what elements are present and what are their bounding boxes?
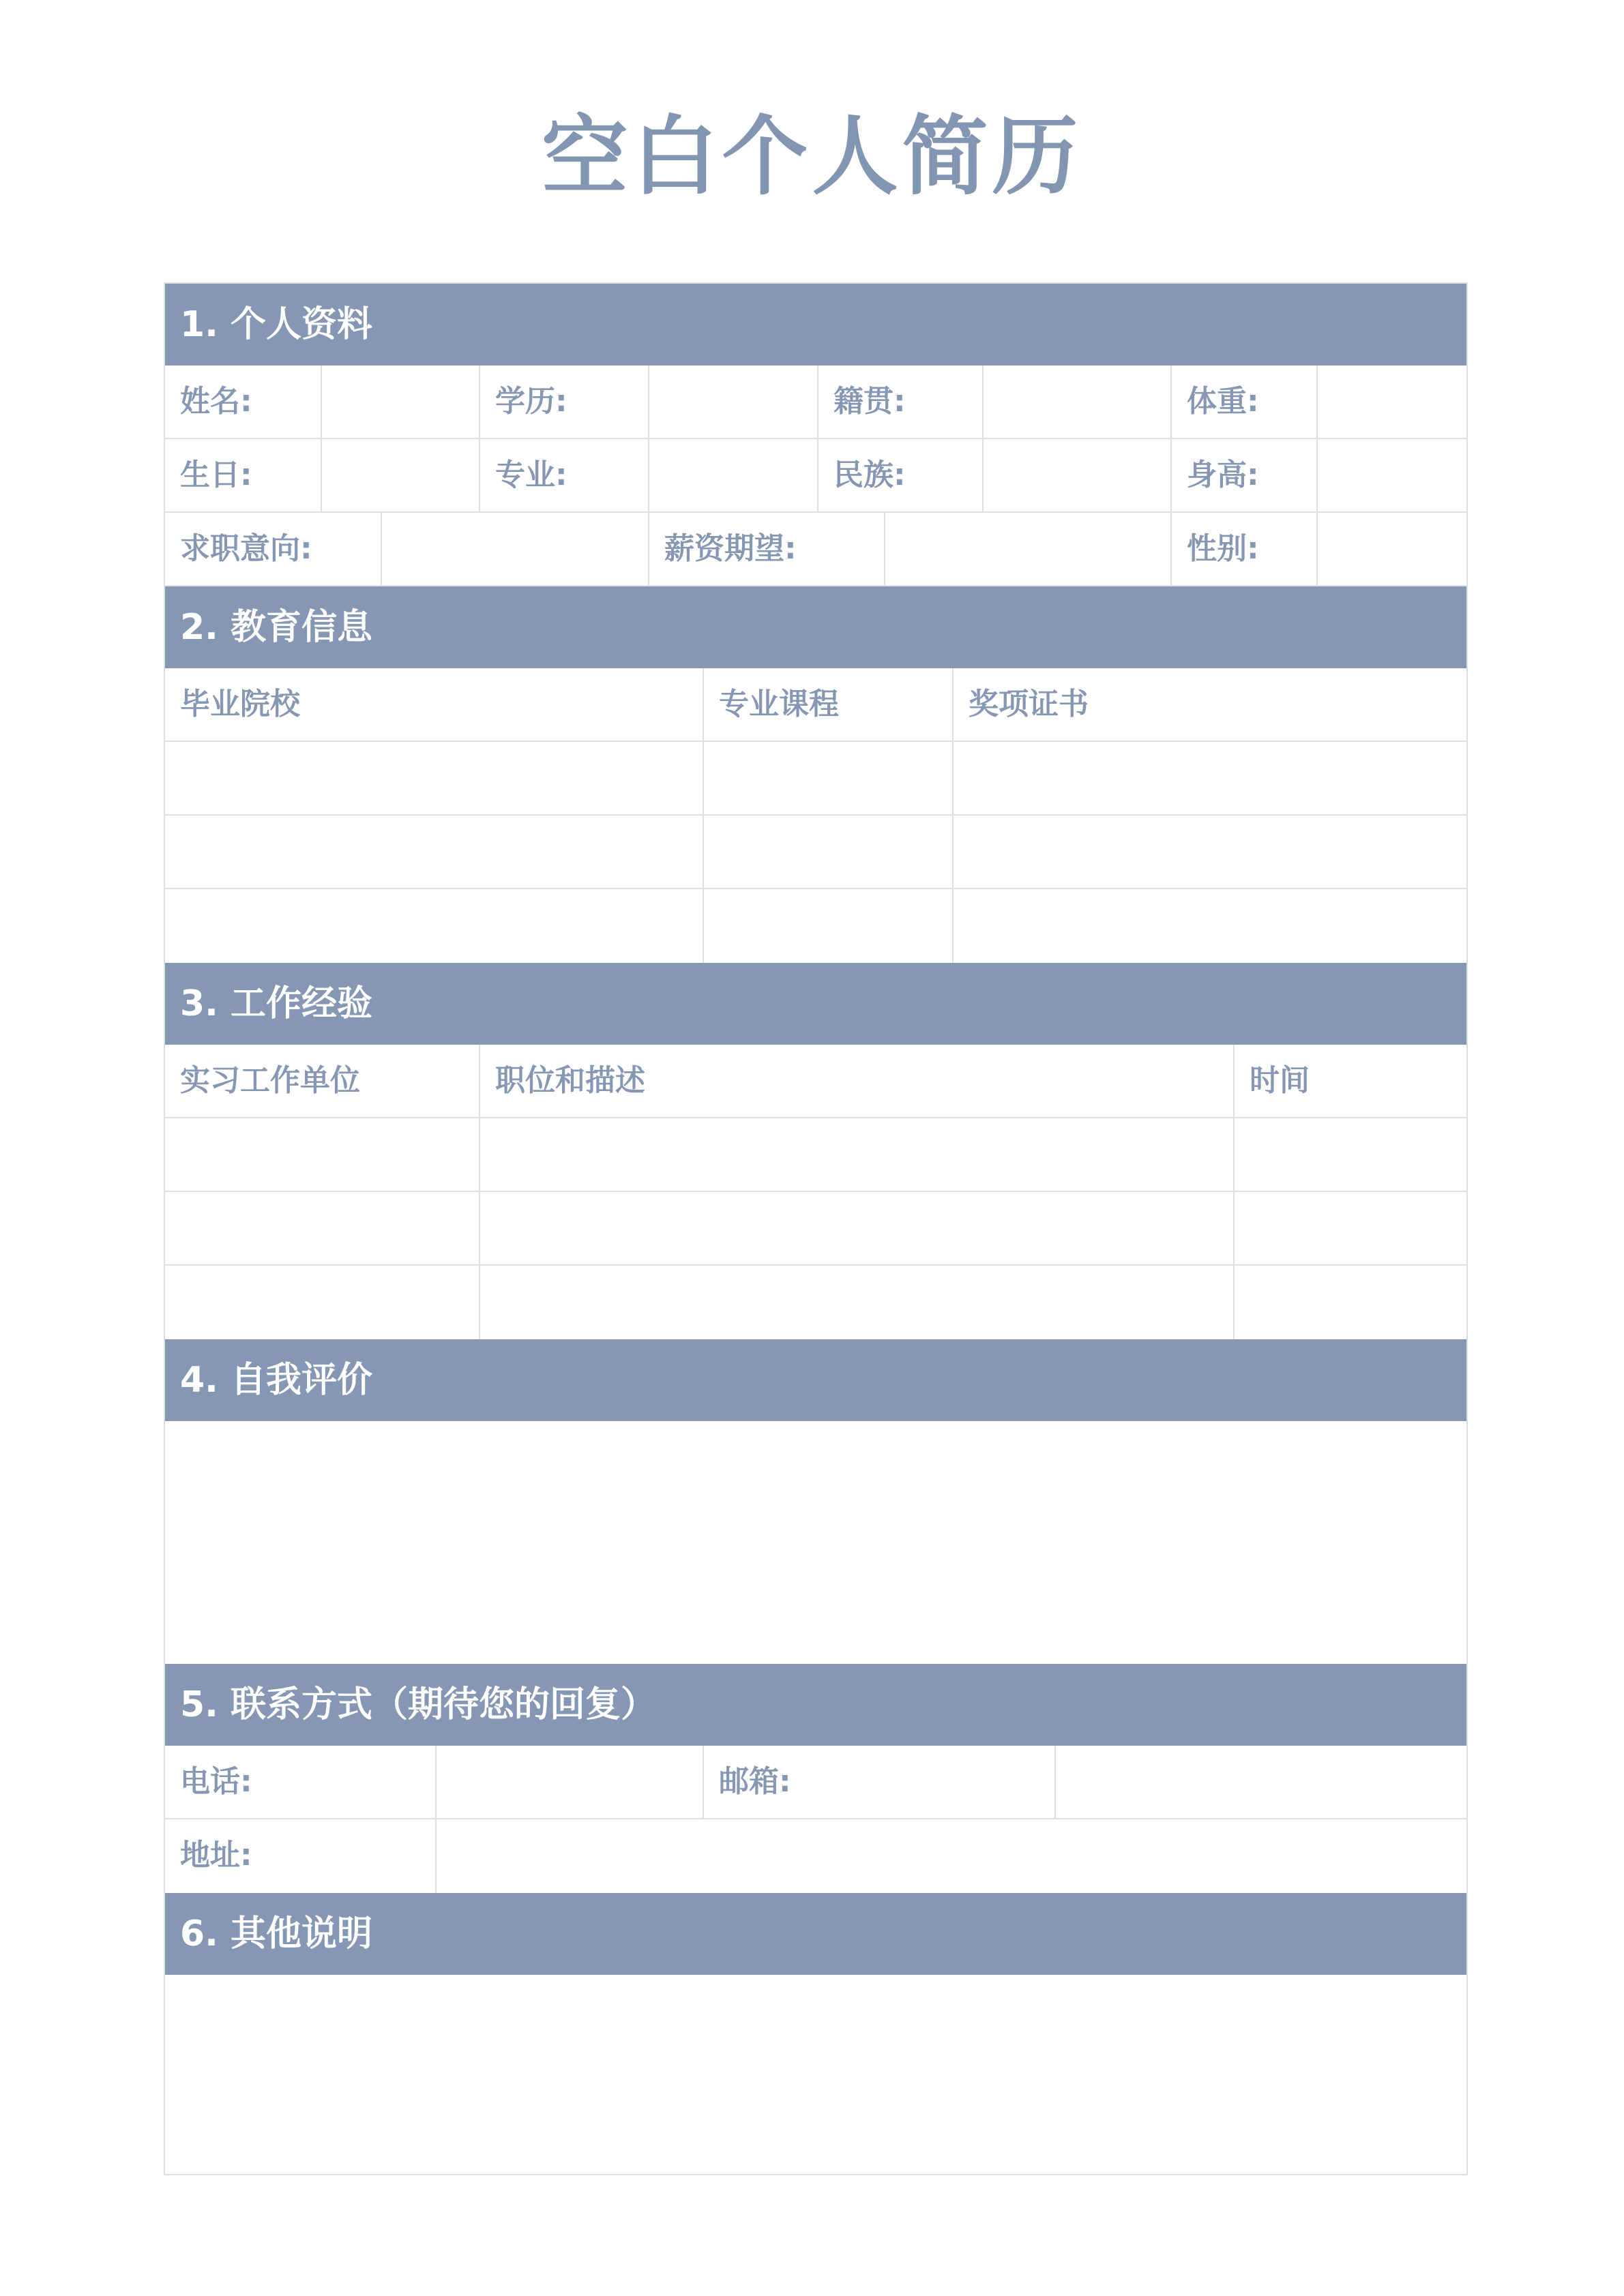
self-evaluation-field[interactable] bbox=[165, 1421, 1466, 1664]
ethnicity-label: 民族: bbox=[818, 439, 984, 511]
column-header: 专业课程 bbox=[704, 668, 954, 741]
employer-field[interactable] bbox=[165, 1192, 480, 1264]
height-label: 身高: bbox=[1172, 439, 1318, 511]
education-field[interactable] bbox=[649, 366, 818, 438]
personal-row-1 bbox=[165, 366, 1466, 439]
column-header: 实习工作单位 bbox=[165, 1045, 480, 1117]
section-heading-contact: 5. 联系方式（期待您的回复） bbox=[165, 1664, 1466, 1746]
education-label: 学历: bbox=[480, 366, 649, 438]
name-label: 姓名: bbox=[165, 366, 322, 438]
position-field[interactable] bbox=[480, 1192, 1235, 1264]
courses-field[interactable] bbox=[704, 816, 954, 888]
job-intention-field[interactable] bbox=[382, 513, 649, 585]
weight-label: 体重: bbox=[1172, 366, 1318, 438]
awards-field[interactable] bbox=[954, 742, 1466, 814]
position-field[interactable] bbox=[480, 1118, 1235, 1191]
column-header: 职位和描述 bbox=[480, 1045, 1235, 1117]
other-notes-field[interactable] bbox=[165, 1975, 1466, 2174]
table-row bbox=[165, 1118, 1466, 1192]
school-field[interactable] bbox=[165, 742, 704, 814]
address-label: 地址: bbox=[165, 1819, 437, 1893]
personal-row-3 bbox=[165, 513, 1466, 586]
column-header: 时间 bbox=[1250, 1063, 1310, 1098]
table-row bbox=[165, 816, 1466, 889]
section-heading-self-evaluation: 4. 自我评价 bbox=[165, 1339, 1466, 1421]
hometown-field[interactable] bbox=[984, 366, 1172, 438]
resume-form bbox=[164, 282, 1468, 2175]
email-field[interactable] bbox=[1056, 1746, 1466, 1818]
address-field[interactable] bbox=[437, 1819, 1466, 1893]
salary-expectation-label: 薪资期望: bbox=[649, 513, 885, 585]
table-row bbox=[165, 1266, 1466, 1339]
ethnicity-field[interactable] bbox=[984, 439, 1172, 511]
personal-row-2 bbox=[165, 439, 1466, 513]
section-heading-personal: 1. 个人资料 bbox=[165, 284, 1466, 366]
phone-label: 电话: bbox=[165, 1746, 437, 1818]
column-header: 奖项证书 bbox=[969, 687, 1089, 721]
table-row bbox=[165, 889, 1466, 963]
school-field[interactable] bbox=[165, 889, 704, 963]
table-row bbox=[165, 742, 1466, 816]
employer-field[interactable] bbox=[165, 1266, 480, 1339]
major-field[interactable] bbox=[649, 439, 818, 511]
job-intention-label: 求职意向: bbox=[165, 513, 382, 585]
courses-field[interactable] bbox=[704, 742, 954, 814]
section-heading-work: 3. 工作经验 bbox=[165, 963, 1466, 1045]
work-header-row bbox=[165, 1045, 1466, 1118]
birthday-label: 生日: bbox=[165, 439, 322, 511]
salary-expectation-field[interactable] bbox=[885, 513, 1172, 585]
awards-field[interactable] bbox=[954, 816, 1466, 888]
position-field[interactable] bbox=[480, 1266, 1235, 1339]
section-heading-education: 2. 教育信息 bbox=[165, 586, 1466, 668]
birthday-field[interactable] bbox=[322, 439, 480, 511]
time-field[interactable] bbox=[1235, 1118, 1466, 1191]
column-header: 毕业院校 bbox=[165, 668, 704, 741]
major-label: 专业: bbox=[480, 439, 649, 511]
gender-field[interactable] bbox=[1318, 513, 1466, 585]
hometown-label: 籍贯: bbox=[818, 366, 984, 438]
education-header-row bbox=[165, 668, 1466, 742]
section-heading-other: 6. 其他说明 bbox=[165, 1893, 1466, 1975]
contact-row-1 bbox=[165, 1746, 1466, 1819]
email-label: 邮箱: bbox=[704, 1746, 1056, 1818]
contact-row-2 bbox=[165, 1819, 1466, 1893]
time-field[interactable] bbox=[1235, 1192, 1466, 1264]
awards-field[interactable] bbox=[954, 889, 1466, 963]
name-field[interactable] bbox=[322, 366, 480, 438]
table-row bbox=[165, 1192, 1466, 1266]
time-field[interactable] bbox=[1235, 1266, 1466, 1339]
phone-field[interactable] bbox=[437, 1746, 704, 1818]
school-field[interactable] bbox=[165, 816, 704, 888]
courses-field[interactable] bbox=[704, 889, 954, 963]
page-title: 空白个人简历 bbox=[542, 106, 1082, 207]
weight-field[interactable] bbox=[1318, 366, 1466, 438]
gender-label: 性别: bbox=[1172, 513, 1318, 585]
employer-field[interactable] bbox=[165, 1118, 480, 1191]
height-field[interactable] bbox=[1318, 439, 1466, 511]
